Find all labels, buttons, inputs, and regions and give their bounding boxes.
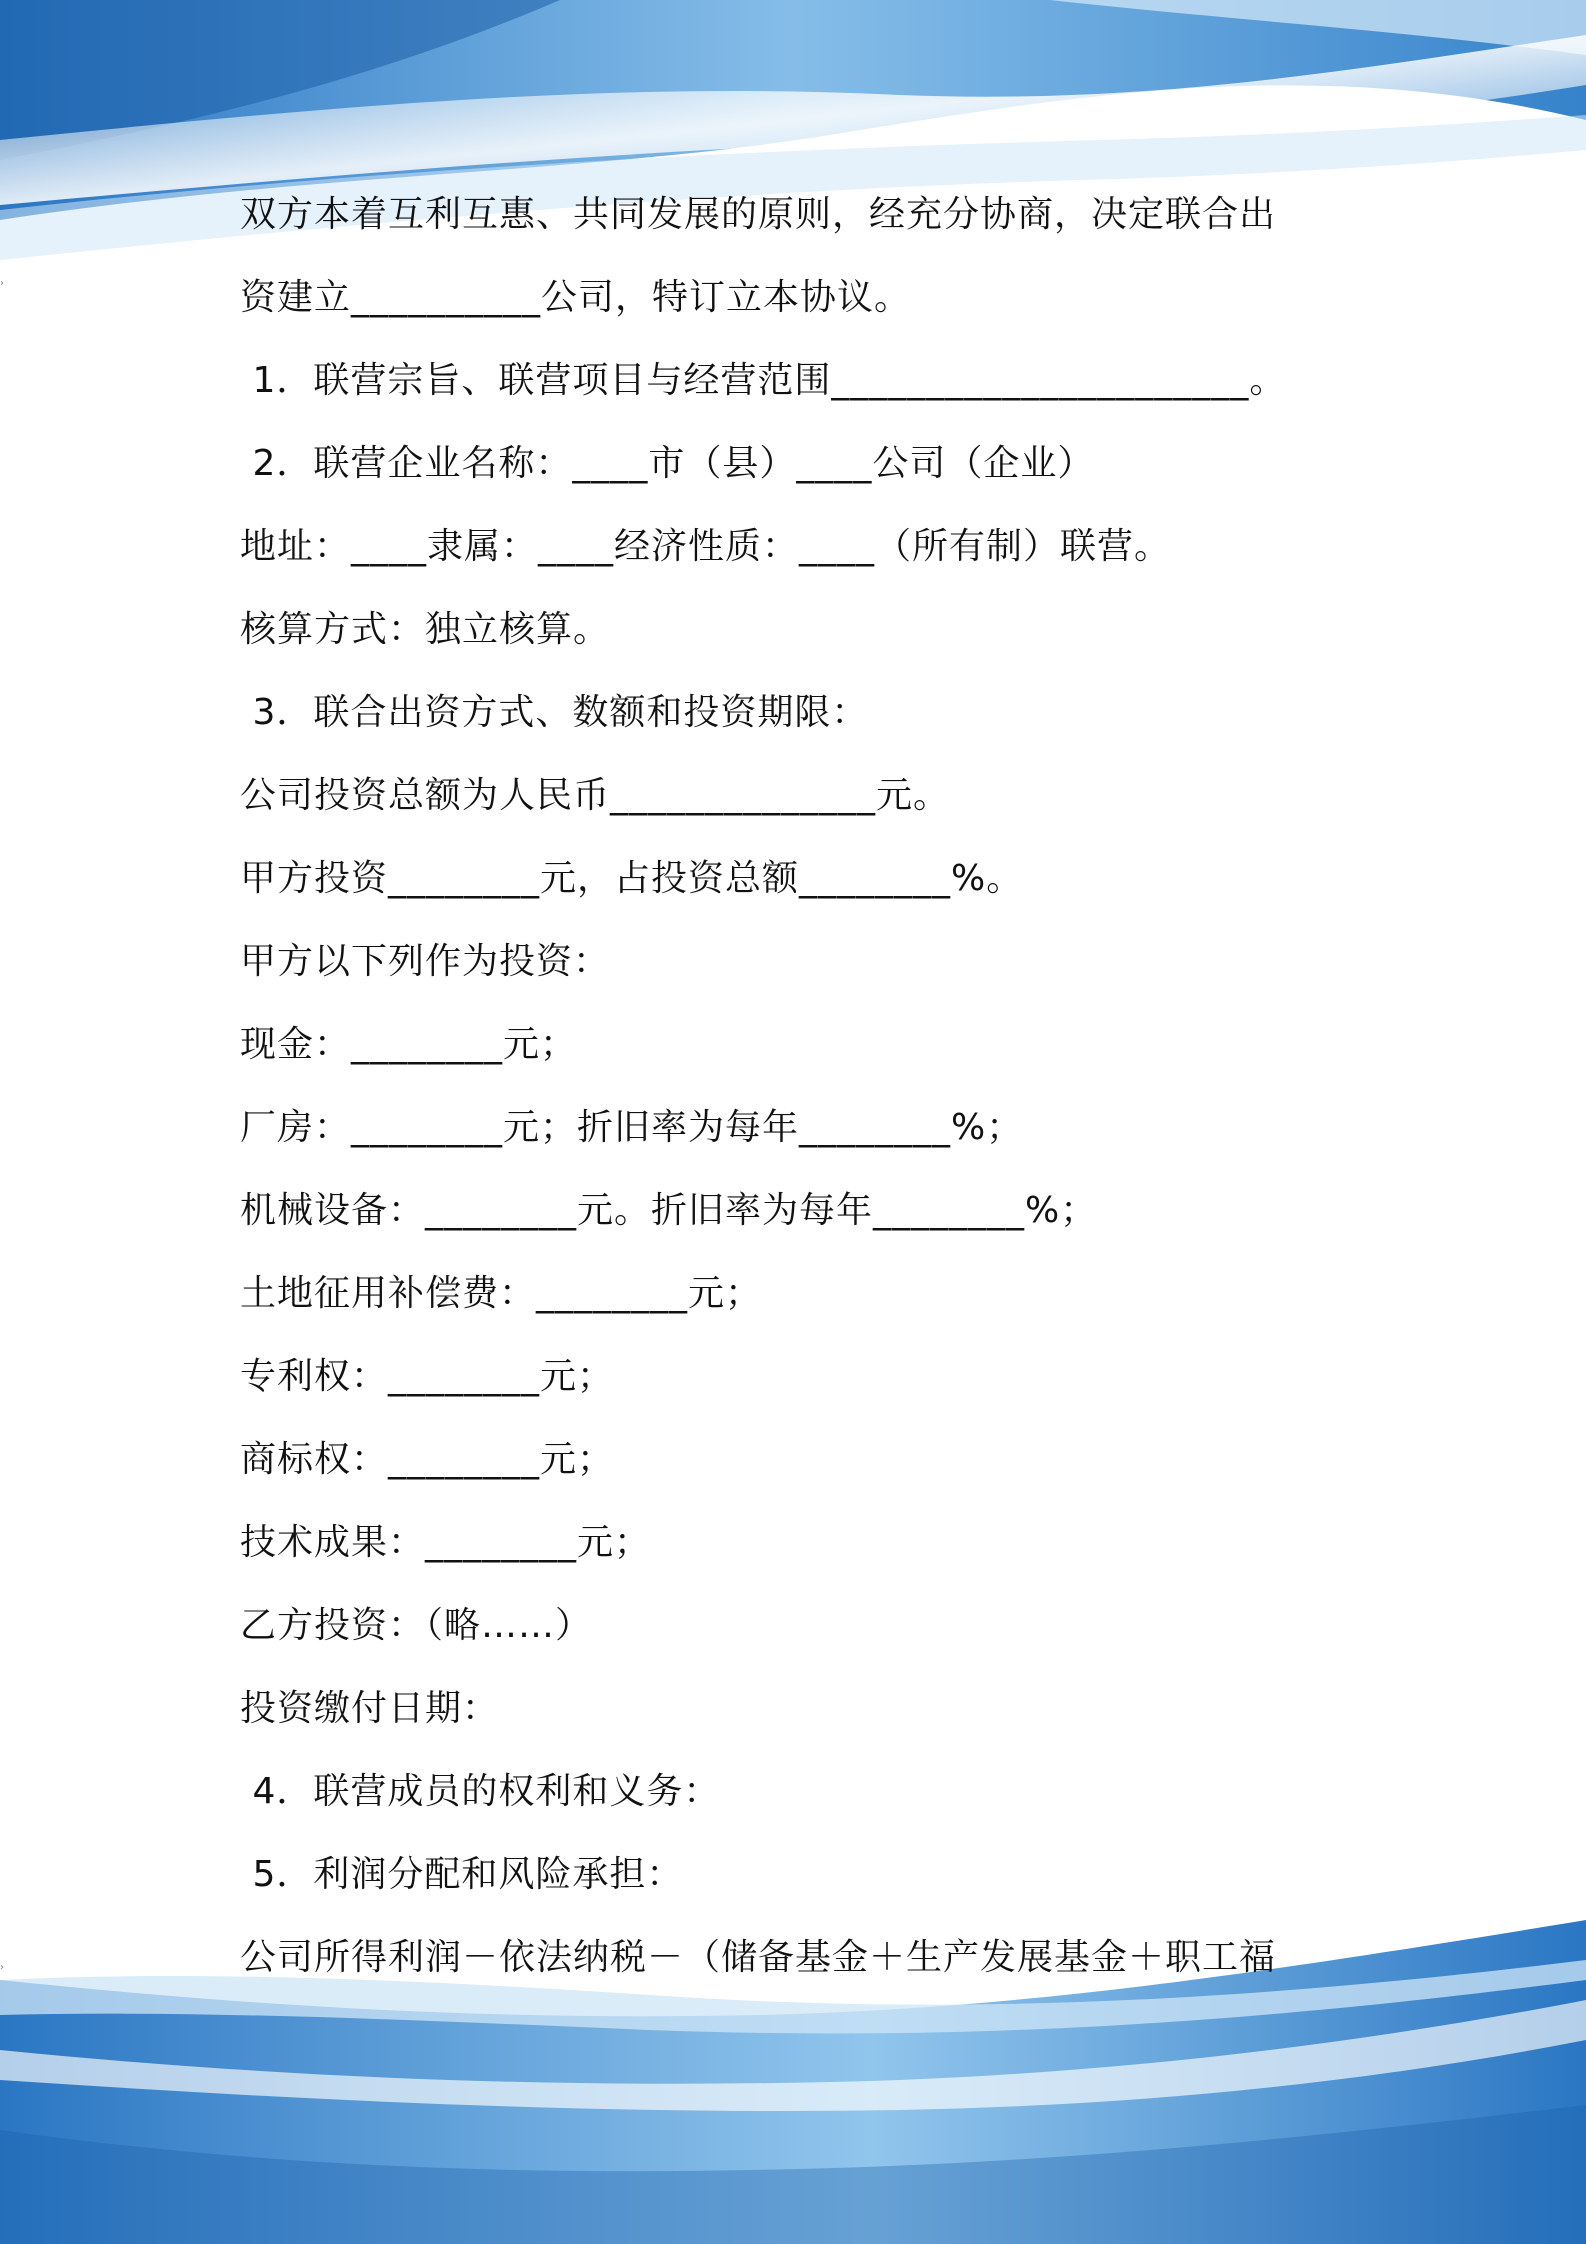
text-line-11: 现金：________元； [240,1024,578,1065]
text-line-15: 专利权：________元； [240,1356,615,1397]
text-line-13: 机械设备：________元。折旧率为每年________%； [240,1190,1098,1231]
text-line-2: 资建立__________公司，特订立本协议。 [240,277,912,318]
text-line-20: 4．联营成员的权利和义务： [240,1771,721,1812]
text-line-10: 甲方以下列作为投资： [240,941,611,982]
text-line-14: 土地征用补偿费：________元； [240,1273,763,1314]
text-line-12: 厂房：________元；折旧率为每年________%； [240,1107,1024,1148]
text-line-19: 投资缴付日期： [240,1688,500,1729]
text-line-17: 技术成果：________元； [240,1522,652,1563]
text-line-18: 乙方投资：（略……） [240,1605,593,1646]
side-mark: › [0,278,4,289]
text-line-7: 3．联合出资方式、数额和投资期限： [240,692,869,733]
text-line-22: 公司所得利润－依法纳税－（储备基金＋生产发展基金＋职工福 [240,1937,1277,1978]
text-line-1: 双方本着互利互惠、共同发展的原则，经充分协商，决定联合出 [240,194,1277,235]
side-mark: › [0,1962,4,1973]
text-line-21: 5．利润分配和风险承担： [240,1854,684,1895]
text-line-5: 地址：____隶属：____经济性质：____（所有制）联营。 [240,526,1172,567]
text-line-8: 公司投资总额为人民币______________元。 [240,775,951,816]
text-line-6: 核算方式：独立核算。 [240,609,611,650]
text-line-3: 1．联营宗旨、联营项目与经营范围______________________。 [240,360,1287,401]
text-line-9: 甲方投资________元，占投资总额________%。 [240,858,1024,899]
text-line-4: 2．联营企业名称：____市（县）____公司（企业） [240,443,1095,484]
text-line-16: 商标权：________元； [240,1439,615,1480]
